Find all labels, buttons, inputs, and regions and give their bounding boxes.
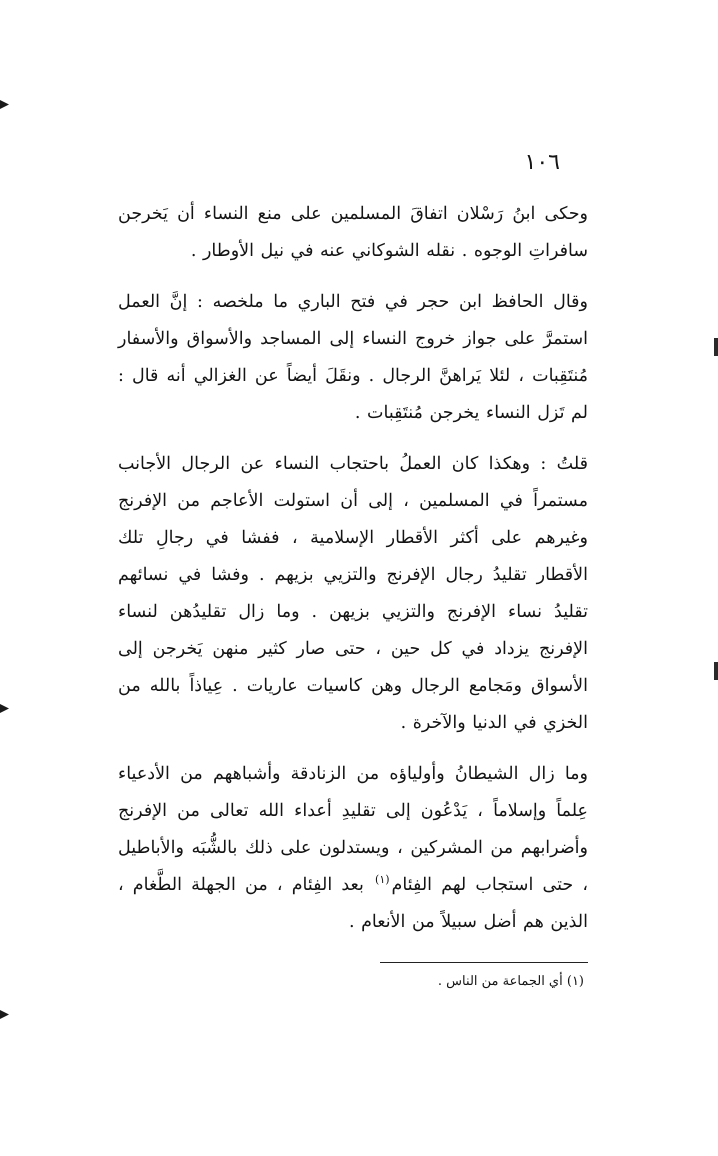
paragraph-text-before-ref: وما زال الشيطانُ وأولياؤه من الزنادقة وأشباههم من الأدعياء عِلماً وإسلاماً ، يَدْعُون إلى تقليدِ أعداء الله تعالى من الإفرنج وأضرابهم من المشركين ، ويستدلون على ذلك بالشُّبَه والأباطيل ، حتى استجاب لهم الفِئام bbox=[118, 764, 588, 895]
scan-margin-marker bbox=[0, 1010, 9, 1019]
paragraph-shaytan bbox=[118, 756, 588, 941]
scan-edge-mark bbox=[714, 338, 718, 356]
scan-margin-marker bbox=[0, 704, 9, 713]
page-number: ١٠٦ bbox=[524, 150, 560, 175]
scan-edge-mark bbox=[714, 662, 718, 680]
footnote: (١) أي الجماعة من الناس . bbox=[437, 974, 584, 989]
paragraph-text-after-ref: بعد الفِئام ، من الجهلة الطَّغام ، الذين هم أضل سبيلاً من الأنعام . bbox=[118, 875, 588, 932]
scan-margin-marker bbox=[0, 100, 9, 109]
footnote-reference: (١) bbox=[375, 873, 390, 887]
footnote-divider bbox=[380, 962, 588, 963]
paragraph-author-comment: قلتُ : وهكذا كان العملُ باحتجاب النساء عن الرجال الأجانب مستمراً في المسلمين ، إلى أن استولت الأعاجم من الإفرنج وغيرهم على أكثر الأقطار الإسلامية ، ففشا في رجالِ تلك الأقطار تقليدُ رجال الإفرنج والتزيي بزيهم . وفشا في نسائهم تقليدُ نساء الإفرنج والتزيي بزيهن . وما زال تقليدُهن لنساء الإفرنج يزداد في كل حين ، حتى صار كثير منهن يَخرجن إلى الأسواق ومَجامع الرجال وهن كاسيات عاريات . عِياذاً بالله من الخزي في الدنيا والآخرة . bbox=[118, 454, 588, 733]
paragraph-ibn-hajar: وقال الحافظ ابن حجر في فتح الباري ما ملخصه : إنَّ العمل استمرَّ على جواز خروج النساء إلى المساجد والأسواق والأسفار مُنتَقِبات ، لئلا يَراهنَّ الرجال . ونقَلَ أيضاً عن الغزالي أنه قال : لم تَزل النساء يخرجن مُنتَقِبات . bbox=[118, 292, 588, 423]
main-text bbox=[118, 196, 588, 941]
paragraph-ibn-raslan: وحكى ابنُ رَسْلان اتفاقَ المسلمين على منع النساء أن يَخرجن سافراتِ الوجوه . نقله الشوكاني عنه في نيل الأوطار . bbox=[118, 204, 588, 261]
